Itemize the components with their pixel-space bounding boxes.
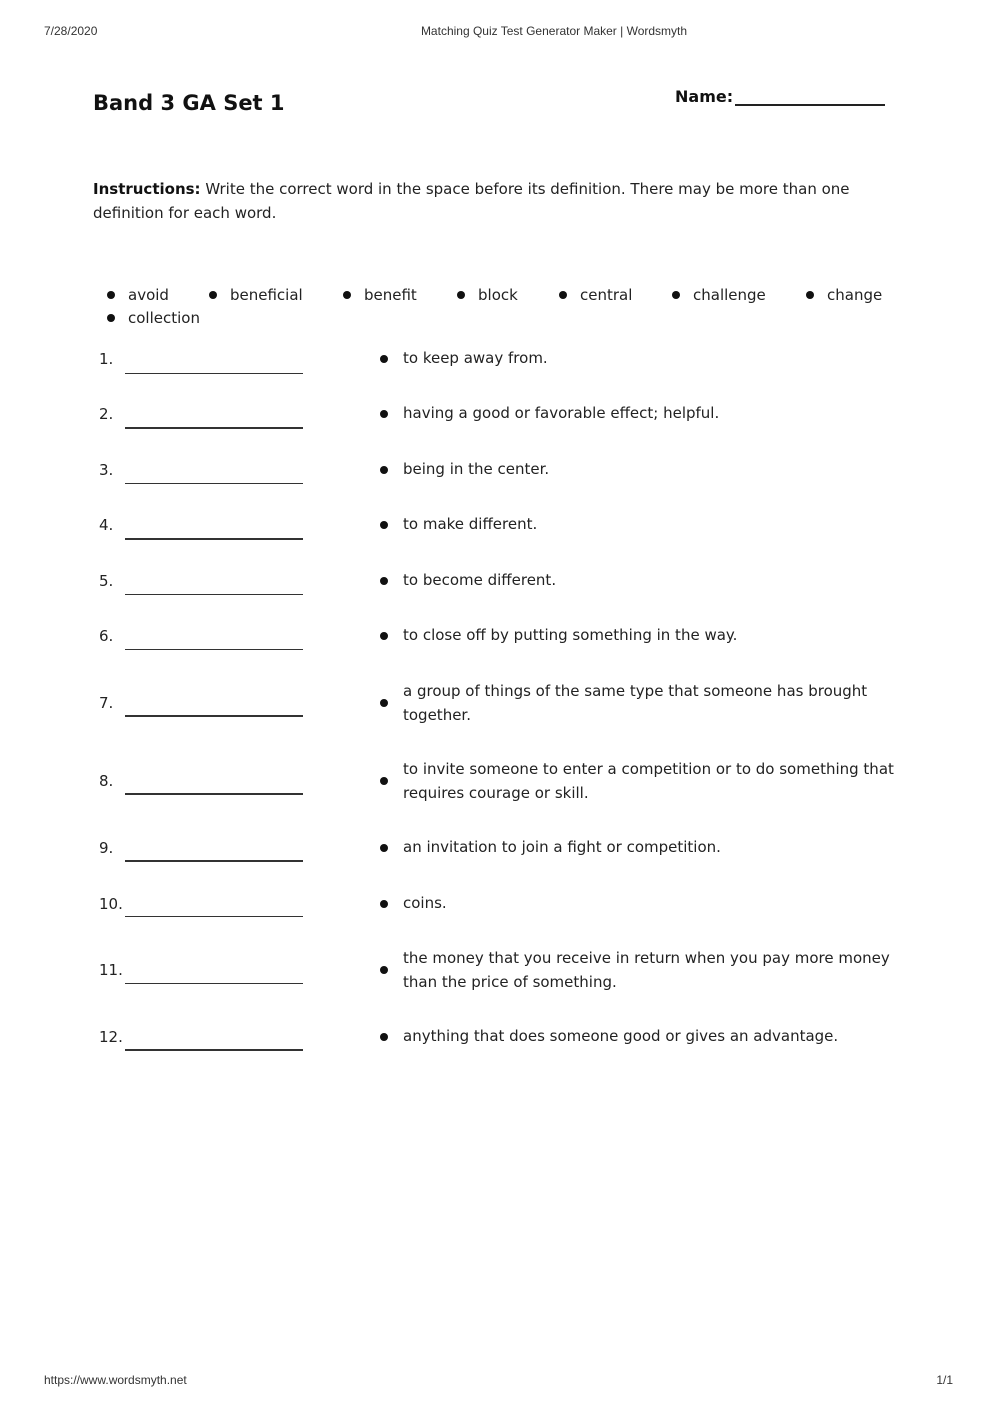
question-definition: an invitation to join a fight or competition. — [403, 838, 721, 856]
bullet-icon — [380, 410, 388, 418]
bullet-icon — [380, 777, 388, 785]
bullet-icon — [380, 699, 388, 707]
word-bank-word: collection — [128, 309, 200, 327]
question-number: 6. — [99, 627, 114, 645]
bullet-icon — [380, 966, 388, 974]
word-bank-word: avoid — [128, 286, 169, 304]
question-number: 2. — [99, 405, 114, 423]
word-bank-item — [457, 286, 518, 304]
bullet-icon — [380, 844, 388, 852]
answer-blank[interactable] — [125, 516, 303, 540]
question-definition: a group of things of the same type that someone has brought together. — [403, 682, 868, 724]
bullet-icon — [107, 314, 115, 322]
word-bank-word: change — [827, 286, 883, 304]
bullet-icon — [806, 291, 814, 299]
question-number: 7. — [99, 694, 114, 712]
question-number: 3. — [99, 461, 114, 479]
bullet-icon — [380, 632, 388, 640]
bullet-icon — [380, 521, 388, 529]
print-page-title: Matching Quiz Test Generator Maker | Wordsmyth — [420, 24, 688, 38]
word-bank-item — [559, 286, 632, 304]
print-date: 7/28/2020 — [44, 24, 98, 38]
bullet-icon — [380, 466, 388, 474]
word-bank-word: benefit — [364, 286, 417, 304]
question-definition: the money that you receive in return when you pay more money than the price of something. — [403, 949, 890, 991]
answer-blank[interactable] — [125, 461, 303, 484]
bullet-icon — [380, 577, 388, 585]
question-definition: having a good or favorable effect; helpful. — [403, 404, 720, 422]
question-definition: to become different. — [403, 571, 557, 589]
answer-blank[interactable] — [125, 895, 303, 917]
word-bank-item — [806, 286, 882, 304]
answer-blank[interactable] — [125, 627, 303, 650]
answer-blank[interactable] — [125, 405, 303, 429]
answer-blank[interactable] — [125, 961, 303, 984]
question-number: 8. — [99, 772, 114, 790]
bullet-icon — [380, 900, 388, 908]
bullet-icon — [672, 291, 680, 299]
word-bank-item — [209, 286, 303, 304]
question-number: 5. — [99, 572, 114, 590]
worksheet-title: Band 3 GA Set 1 — [93, 91, 285, 115]
question-number: 11. — [99, 961, 123, 979]
page-number: 1/1 — [936, 1373, 953, 1387]
bullet-icon — [209, 291, 217, 299]
bullet-icon — [559, 291, 567, 299]
question-definition: to keep away from. — [403, 349, 548, 367]
bullet-icon — [107, 291, 115, 299]
word-bank-item — [107, 309, 200, 327]
word-bank-word: block — [478, 286, 518, 304]
name-label: Name: — [675, 87, 734, 106]
word-bank-word: beneficial — [230, 286, 303, 304]
word-bank-item — [107, 286, 169, 304]
question-definition: being in the center. — [403, 460, 550, 478]
bullet-icon — [343, 291, 351, 299]
answer-blank[interactable] — [125, 350, 303, 374]
answer-blank[interactable] — [125, 772, 303, 795]
name-block — [675, 82, 885, 106]
question-number: 1. — [99, 350, 114, 368]
question-number: 9. — [99, 839, 114, 857]
word-bank-word: challenge — [693, 286, 766, 304]
bullet-icon — [457, 291, 465, 299]
answer-blank[interactable] — [125, 839, 303, 862]
print-url: https://www.wordsmyth.net — [44, 1373, 187, 1387]
answer-blank[interactable] — [125, 694, 303, 717]
question-number: 10. — [99, 895, 123, 913]
question-definition: to make different. — [403, 515, 538, 533]
bullet-icon — [380, 1033, 388, 1041]
instructions-label: Instructions: — [93, 180, 201, 198]
question-definition: to close off by putting something in the way. — [403, 626, 738, 644]
name-input-line[interactable] — [735, 82, 885, 106]
bullet-icon — [380, 355, 388, 363]
question-definition: to invite someone to enter a competition or to do something that requires courage or skill. — [403, 760, 894, 802]
instructions — [93, 177, 913, 225]
question-definition: coins. — [403, 894, 447, 912]
question-number: 4. — [99, 516, 114, 534]
question-number: 12. — [99, 1028, 123, 1046]
instructions-text: Write the correct word in the space before its definition. There may be more than one definition for each word. — [93, 180, 850, 222]
word-bank-word: central — [580, 286, 633, 304]
answer-blank[interactable] — [125, 572, 303, 595]
word-bank-item — [672, 286, 766, 304]
question-definition: anything that does someone good or gives an advantage. — [403, 1027, 839, 1045]
word-bank-item — [343, 286, 417, 304]
answer-blank[interactable] — [125, 1028, 303, 1051]
